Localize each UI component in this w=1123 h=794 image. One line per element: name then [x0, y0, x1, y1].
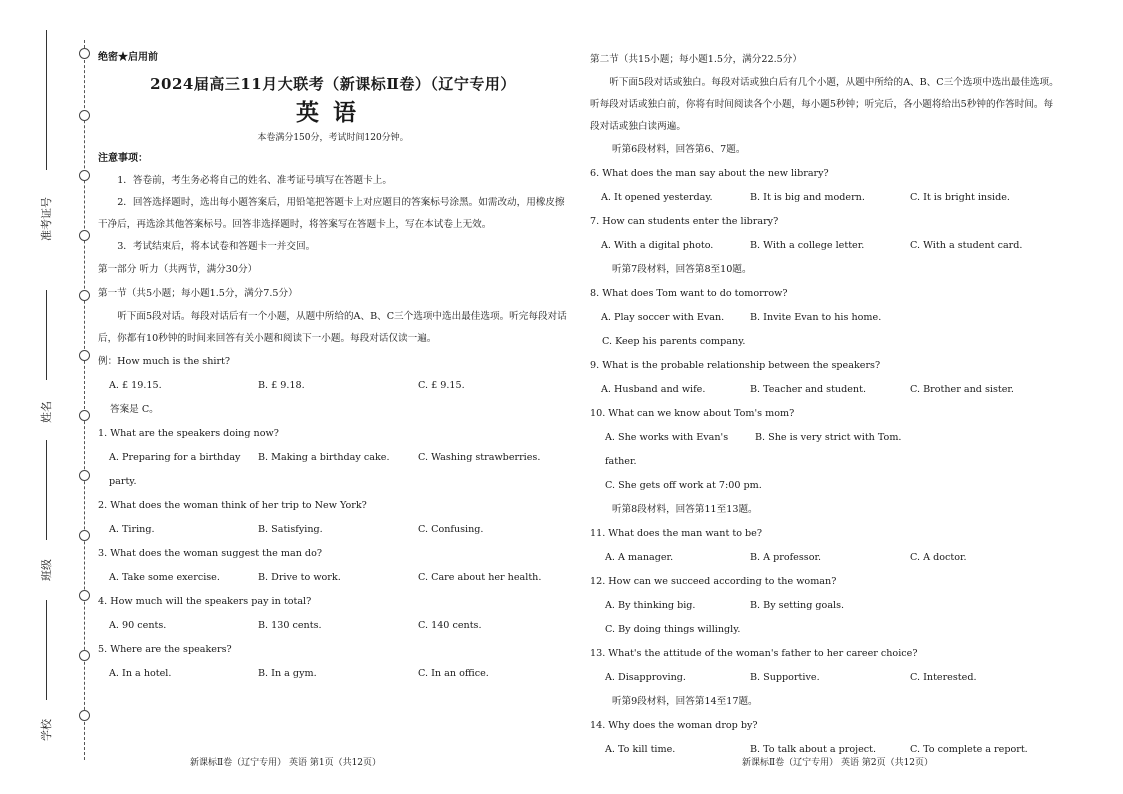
question-text: 12. How can we succeed according to the woman?: [590, 576, 837, 587]
example-options: [98, 374, 568, 398]
part1-title: 第一部分 听力（共两节，满分30分）: [98, 264, 258, 275]
option: A. She works with Evan's father.: [605, 432, 729, 467]
notice-item: 2．回答选择题时，选出每小题答案后，用铅笔把答题卡上对应题目的答案标号涂黑。如需改动，用橡皮擦干净后，再选涂其他答案标号。回答非选择题时，将答案写在答题卡上，写在本试卷上无效。: [98, 197, 565, 230]
question-options: [590, 306, 1060, 330]
question-options: [590, 234, 1060, 258]
option: C. Washing strawberries.: [418, 452, 541, 463]
binding-underline: [46, 440, 47, 540]
binding-hole: [79, 710, 90, 721]
section2-instructions: 听下面5段对话或独白。每段对话或独白后有几个小题，从题中所给的A、B、C三个选项中选出最佳选项。听每段对话或独白前，你将有时间阅读各个小题，每小题5秒钟；听完后，各小题将给出5秒钟的作答时间。每段对话或独白读两遍。: [590, 77, 1059, 132]
question-text: 10. What can we know about Tom's mom?: [590, 408, 795, 419]
left-column: [98, 48, 568, 686]
option: B. £ 9.18.: [258, 380, 305, 391]
question-options: [98, 614, 568, 638]
binding-hole: [79, 410, 90, 421]
option: C. It is bright inside.: [910, 192, 1010, 203]
option: C. Keep his parents company.: [602, 336, 746, 347]
binding-hole: [79, 230, 90, 241]
option: A. With a digital photo.: [601, 240, 714, 251]
option: C. By doing things willingly.: [605, 624, 741, 635]
binding-hole: [79, 590, 90, 601]
exam-title: 2024届高三11月大联考（新课标Ⅱ卷）（辽宁专用）: [150, 75, 516, 93]
right-column: [590, 48, 1060, 762]
notice-item: 3．考试结束后，将本试卷和答题卡一并交回。: [117, 241, 316, 252]
option: C. £ 9.15.: [418, 380, 465, 391]
footer-page-1: 新课标Ⅱ卷（辽宁专用） 英语 第1页（共12页）: [190, 758, 382, 768]
binding-underline: [46, 600, 47, 700]
option: A. In a hotel.: [109, 668, 172, 679]
option: B. Drive to work.: [258, 572, 341, 583]
notice-title: 注意事项：: [98, 153, 148, 164]
binding-hole: [79, 170, 90, 181]
question-text: 7. How can students enter the library?: [590, 216, 779, 227]
option: B. With a college letter.: [750, 240, 865, 251]
option: B. Making a birthday cake.: [258, 452, 390, 463]
option: B. To talk about a project.: [750, 744, 877, 755]
option: A. Husband and wife.: [601, 384, 706, 395]
binding-underline: [46, 290, 47, 380]
option: A. Take some exercise.: [109, 572, 220, 583]
question-text: 2. What does the woman think of her trip to New York?: [98, 500, 367, 511]
question-options: [98, 518, 568, 542]
binding-label-exam-number: 准考证号: [40, 197, 53, 241]
question-options: [590, 546, 1060, 570]
question-text: 13. What's the attitude of the woman's father to her career choice?: [590, 648, 918, 659]
option: C. Confusing.: [418, 524, 484, 535]
option: B. By setting goals.: [750, 600, 845, 611]
option: C. With a student card.: [910, 240, 1023, 251]
section1-title: 第一节（共5小题；每小题1.5分，满分7.5分）: [98, 288, 298, 299]
score-line: 本卷满分150分，考试时间120分钟。: [257, 133, 409, 143]
question-text: 14. Why does the woman drop by?: [590, 720, 758, 731]
option: C. In an office.: [418, 668, 489, 679]
question-text: 8. What does Tom want to do tomorrow?: [590, 288, 788, 299]
question-options: [590, 426, 1060, 474]
binding-hole: [79, 350, 90, 361]
question-options: [590, 186, 1060, 210]
option: B. Invite Evan to his home.: [750, 312, 882, 323]
material-heading: 听第9段材料，回答第14至17题。: [612, 696, 758, 707]
material-heading: 听第6段材料，回答第6、7题。: [612, 144, 746, 155]
option: A. To kill time.: [605, 744, 676, 755]
binding-label-class: 班级: [40, 559, 53, 581]
binding-hole: [79, 290, 90, 301]
option: B. A professor.: [750, 552, 822, 563]
footer-page-2: 新课标Ⅱ卷（辽宁专用） 英语 第2页（共12页）: [742, 758, 934, 768]
question-text: 6. What does the man say about the new library?: [590, 168, 829, 179]
binding-hole: [79, 110, 90, 121]
example-question: 例：How much is the shirt?: [98, 356, 231, 367]
question-text: 9. What is the probable relationship between the speakers?: [590, 360, 881, 371]
option: A. A manager.: [605, 552, 674, 563]
binding-label-name: 姓名: [40, 401, 53, 423]
option: B. Teacher and student.: [750, 384, 867, 395]
question-text: 1. What are the speakers doing now?: [98, 428, 279, 439]
binding-hole: [79, 470, 90, 481]
option: C. To complete a report.: [910, 744, 1028, 755]
question-text: 4. How much will the speakers pay in total?: [98, 596, 312, 607]
section2-title: 第二节（共15小题；每小题1.5分，满分22.5分）: [590, 54, 802, 65]
option: C. Care about her health.: [418, 572, 542, 583]
option: A. By thinking big.: [605, 600, 696, 611]
option: C. A doctor.: [910, 552, 967, 563]
option: B. Supportive.: [750, 672, 820, 683]
binding-margin: [40, 40, 90, 760]
option: C. She gets off work at 7:00 pm.: [605, 480, 762, 491]
option: A. It opened yesterday.: [601, 192, 713, 203]
option: B. It is big and modern.: [750, 192, 865, 203]
question-options: [590, 666, 1060, 690]
option: B. 130 cents.: [258, 620, 322, 631]
question-options: [590, 378, 1060, 402]
option: C. 140 cents.: [418, 620, 482, 631]
option: B. Satisfying.: [258, 524, 323, 535]
question-options: [590, 594, 1060, 618]
option: A. Play soccer with Evan.: [601, 312, 725, 323]
question-options: [98, 446, 568, 494]
option: C. Brother and sister.: [910, 384, 1014, 395]
question-text: 5. Where are the speakers?: [98, 644, 232, 655]
material-heading: 听第7段材料，回答第8至10题。: [612, 264, 752, 275]
option: A. £ 19.15.: [109, 380, 162, 391]
option: A. 90 cents.: [109, 620, 167, 631]
option: A. Disapproving.: [605, 672, 686, 683]
binding-label-school: 学校: [40, 719, 53, 741]
material-heading: 听第8段材料，回答第11至13题。: [612, 504, 758, 515]
option: B. She is very strict with Tom.: [755, 432, 902, 443]
section1-instructions: 听下面5段对话。每段对话后有一个小题，从题中所给的A、B、C三个选项中选出最佳选项。听完每段对话后，你都有10秒钟的时间来回答有关小题和阅读下一小题。每段对话仅读一遍。: [98, 311, 567, 344]
secret-mark: 绝密★启用前: [98, 52, 158, 63]
question-options: [98, 662, 568, 686]
notice-item: 1．答卷前，考生务必将自己的姓名、准考证号填写在答题卡上。: [117, 175, 392, 186]
option: B. In a gym.: [258, 668, 317, 679]
question-text: 11. What does the man want to be?: [590, 528, 763, 539]
option: A. Preparing for a birthday party.: [109, 452, 241, 487]
question-options: [98, 566, 568, 590]
binding-hole: [79, 650, 90, 661]
binding-underline: [46, 30, 47, 170]
binding-hole: [79, 48, 90, 59]
binding-hole: [79, 530, 90, 541]
question-text: 3. What does the woman suggest the man do?: [98, 548, 322, 559]
example-answer: 答案是 C。: [110, 404, 159, 415]
option: A. Tiring.: [109, 524, 155, 535]
option: C. Interested.: [910, 672, 977, 683]
subject-title: 英语: [296, 99, 370, 126]
